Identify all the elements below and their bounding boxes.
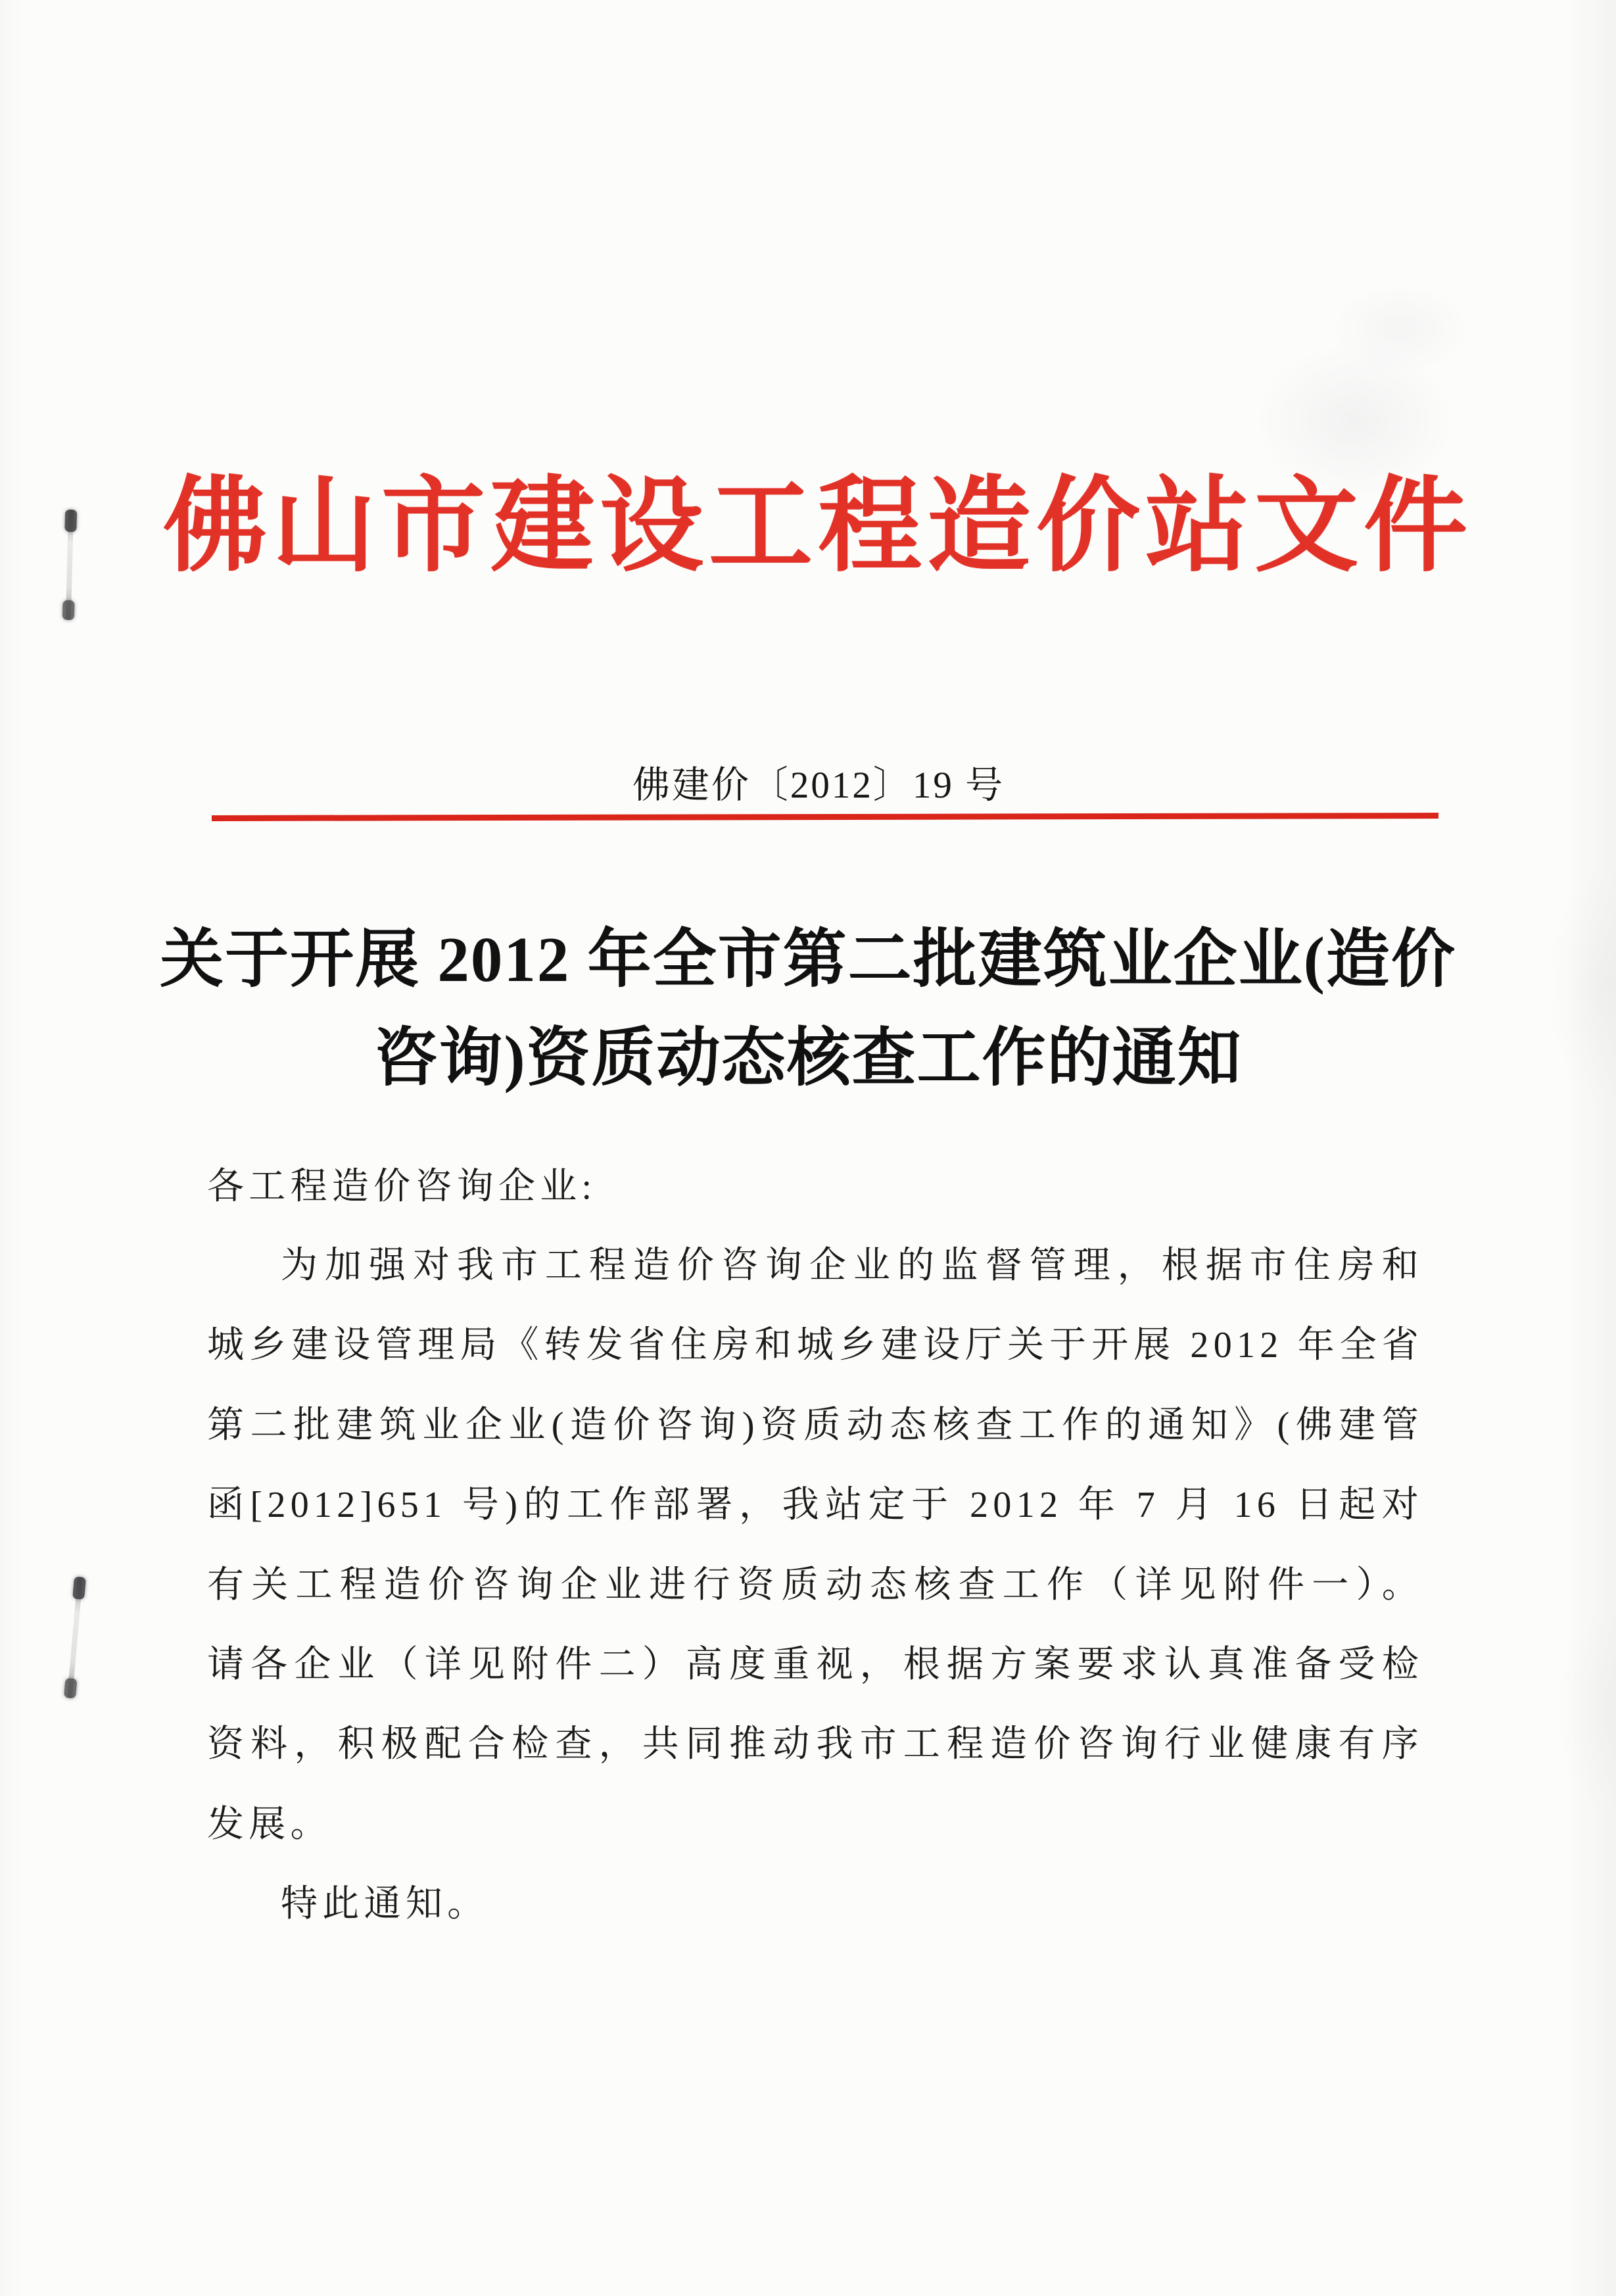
closing-notice-line: 特此通知。 (281, 1884, 489, 1925)
subject-line-2: 咨询)资质动态核查工作的通知 (373, 1023, 1243, 1093)
body-paragraph-line: 有关工程造价咨询企业进行资质动态核查工作（详见附件一）。 (207, 1565, 1423, 1606)
letterhead-org-title: 佛山市建设工程造价站文件 (163, 469, 1473, 585)
document-subject-title (0, 911, 1616, 1108)
body-paragraph-line: 城乡建设管理局《转发省住房和城乡建设厅关于开展 2012 年全省 (207, 1325, 1423, 1366)
body-paragraph-line: 函[2012]651 号)的工作部署，我站定于 2012 年 7 月 16 日起对 (207, 1485, 1423, 1525)
subject-line-1: 关于开展 2012 年全市第二批建筑业企业(造价 (160, 924, 1456, 995)
salutation-line: 各工程造价咨询企业: (207, 1166, 597, 1207)
body-paragraph-line: 发展。 (207, 1804, 332, 1845)
body-paragraph-line: 资料，积极配合检查，共同推动我市工程造价咨询行业健康有序 (207, 1724, 1423, 1765)
body-paragraph-line: 为加强对我市工程造价咨询企业的监督管理，根据市住房和 (281, 1245, 1423, 1286)
body-paragraph-line: 第二批建筑业企业(造价咨询)资质动态核查工作的通知》(佛建管 (207, 1405, 1423, 1446)
letterhead-red-divider (212, 813, 1438, 821)
body-paragraph-line: 请各企业（详见附件二）高度重视，根据方案要求认真准备受检 (207, 1644, 1423, 1685)
staple-mark-bottom (67, 1577, 83, 1698)
document-reference-number: 佛建价〔2012〕19 号 (632, 765, 1005, 806)
